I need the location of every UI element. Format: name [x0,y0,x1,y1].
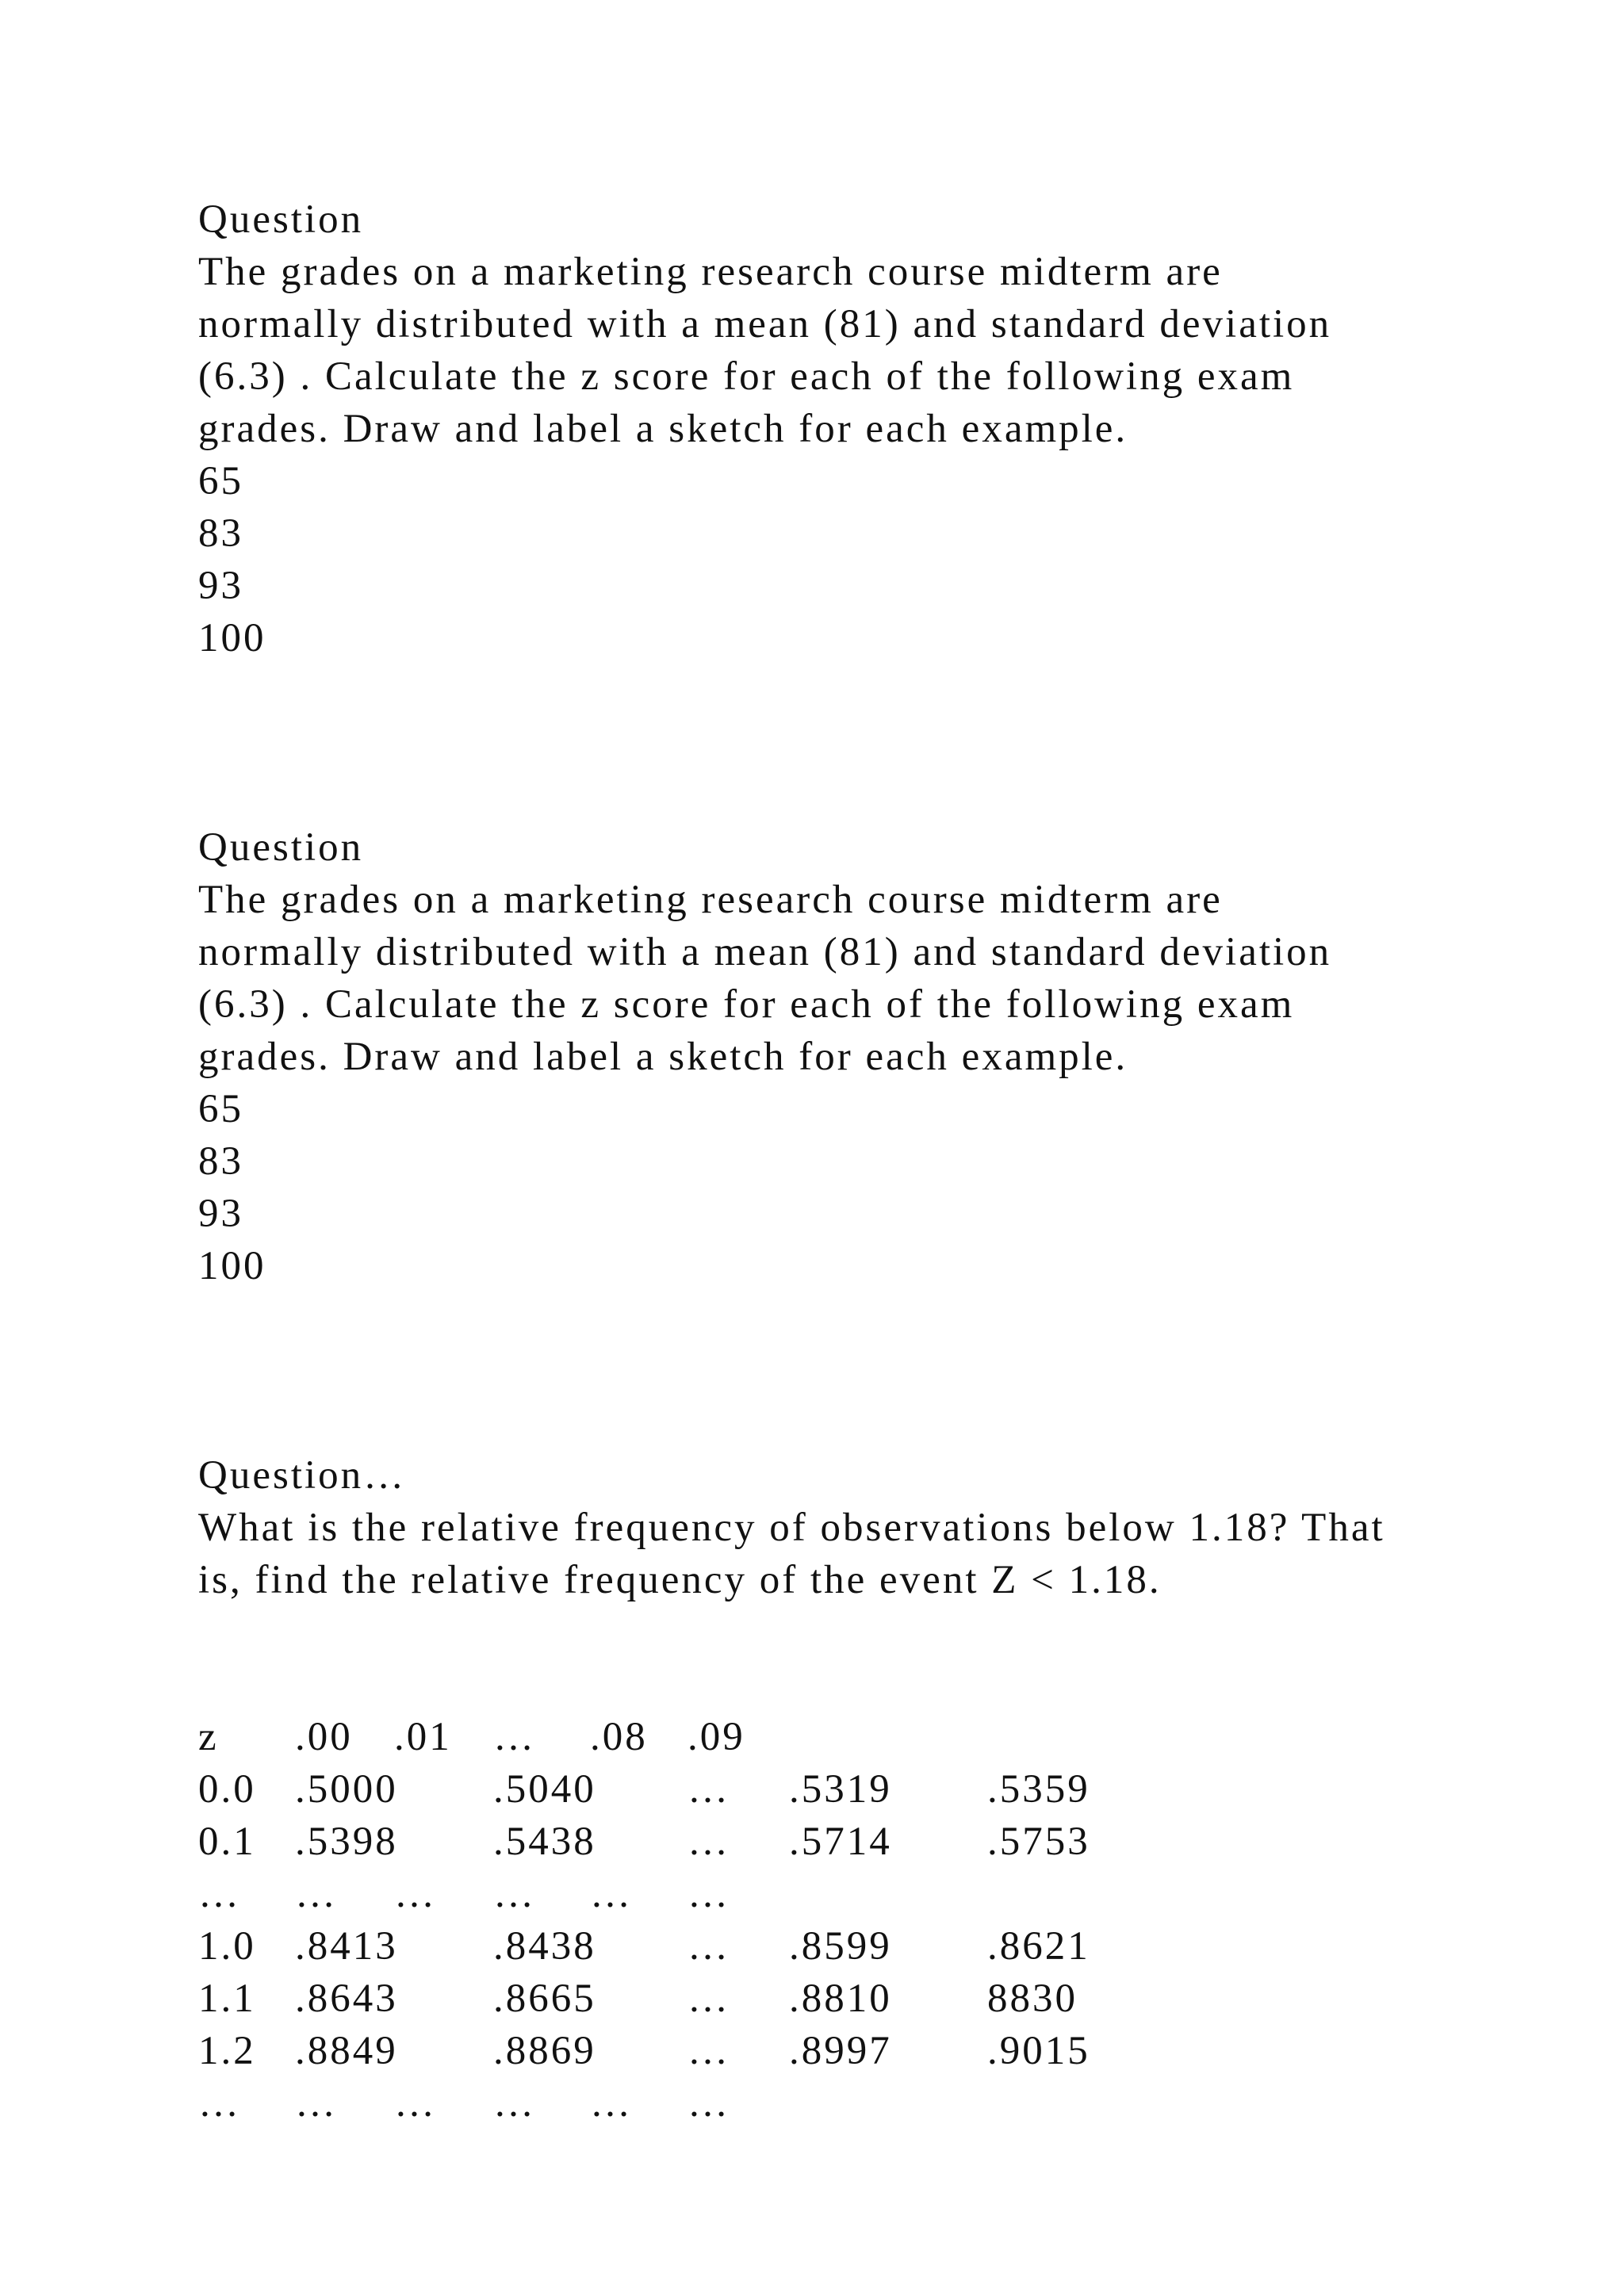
z-cell: 1.2 [198,2029,256,2073]
z-table-header [198,1711,1229,1763]
z-cell: … [688,1924,730,1969]
z-cell: .5398 [295,1820,398,1864]
spacer [198,1606,1546,1711]
z-cell: 1.1 [198,1976,256,2021]
grade-value: 83 [198,511,243,556]
spacer [198,1292,1546,1449]
z-cell: … [394,2081,437,2126]
z-header-cell: .01 [394,1715,452,1759]
z-header-cell: z [198,1715,219,1759]
question-text-line: grades. Draw and label a sketch for each example. [198,407,1128,451]
document-page [198,193,1546,2130]
question-text-line: The grades on a marketing research course midterm are [198,250,1223,294]
z-cell: … [688,2081,730,2126]
z-cell: … [590,1872,633,1916]
question-1 [198,193,1546,664]
z-cell: … [688,1872,730,1916]
z-cell: .8599 [789,1924,892,1969]
question-heading: Question [198,825,364,870]
z-table [198,1711,1229,2130]
z-cell: .9015 [987,2029,1090,2073]
z-cell: .5438 [493,1820,596,1864]
grade-value: 93 [198,1192,243,1236]
z-cell: .5359 [987,1767,1090,1812]
z-cell: 0.0 [198,1767,256,1812]
question-text-line: (6.3) . Calculate the z score for each of the following exam [198,982,1295,1027]
z-cell: .5040 [493,1767,596,1812]
z-cell: .8997 [789,2029,892,2073]
z-cell: … [493,1872,536,1916]
question-text-line: The grades on a marketing research course midterm are [198,878,1223,922]
z-cell: … [198,2081,241,2126]
z-header-cell: .00 [295,1715,353,1759]
z-header-cell: .09 [688,1715,745,1759]
grade-value: 100 [198,616,266,660]
z-cell: .5319 [789,1767,892,1812]
z-cell: … [493,2081,536,2126]
question-text-line: (6.3) . Calculate the z score for each of the following exam [198,354,1295,399]
z-cell: … [295,2081,338,2126]
z-table-row [198,1868,1229,1920]
z-cell: .8849 [295,2029,398,2073]
z-cell: .5753 [987,1820,1090,1864]
grade-value: 83 [198,1139,243,1184]
z-cell: … [688,1976,730,2021]
z-cell: … [590,2081,633,2126]
question-heading: Question [198,197,364,242]
z-cell: .8810 [789,1976,892,2021]
z-header-cell: .08 [590,1715,648,1759]
z-table-row [198,1973,1229,2025]
z-cell: 8830 [987,1976,1078,2021]
z-table-row [198,1763,1229,1816]
question-text-line: is, find the relative frequency of the event Z < 1.18. [198,1558,1162,1602]
z-cell: .8869 [493,2029,596,2073]
z-table-row [198,1920,1229,1973]
question-text-line: What is the relative frequency of observations below 1.18? That [198,1506,1385,1550]
z-cell: … [394,1872,437,1916]
grade-value: 100 [198,1244,266,1288]
z-cell: .8438 [493,1924,596,1969]
question-text-line: normally distributed with a mean (81) and standard deviation [198,930,1332,974]
z-table-row [198,2025,1229,2077]
z-cell: 0.1 [198,1820,256,1864]
z-cell: .8665 [493,1976,596,2021]
z-cell: .8643 [295,1976,398,2021]
z-header-cell: … [493,1715,536,1759]
question-3 [198,1449,1546,1606]
grade-value: 65 [198,1087,243,1131]
z-table-row [198,1816,1229,1868]
z-cell: … [198,1872,241,1916]
z-cell: .5000 [295,1767,398,1812]
z-cell: .8413 [295,1924,398,1969]
z-cell: .5714 [789,1820,892,1864]
grade-value: 93 [198,564,243,608]
spacer [198,664,1546,821]
z-cell: … [688,1820,730,1864]
z-table-row [198,2077,1229,2130]
question-heading: Question… [198,1453,407,1498]
z-cell: … [295,1872,338,1916]
grade-value: 65 [198,459,243,503]
question-text-line: normally distributed with a mean (81) and standard deviation [198,302,1332,346]
z-cell: … [688,2029,730,2073]
question-2 [198,821,1546,1292]
z-cell: 1.0 [198,1924,256,1969]
z-cell: … [688,1767,730,1812]
question-text-line: grades. Draw and label a sketch for each example. [198,1035,1128,1079]
z-cell: .8621 [987,1924,1090,1969]
